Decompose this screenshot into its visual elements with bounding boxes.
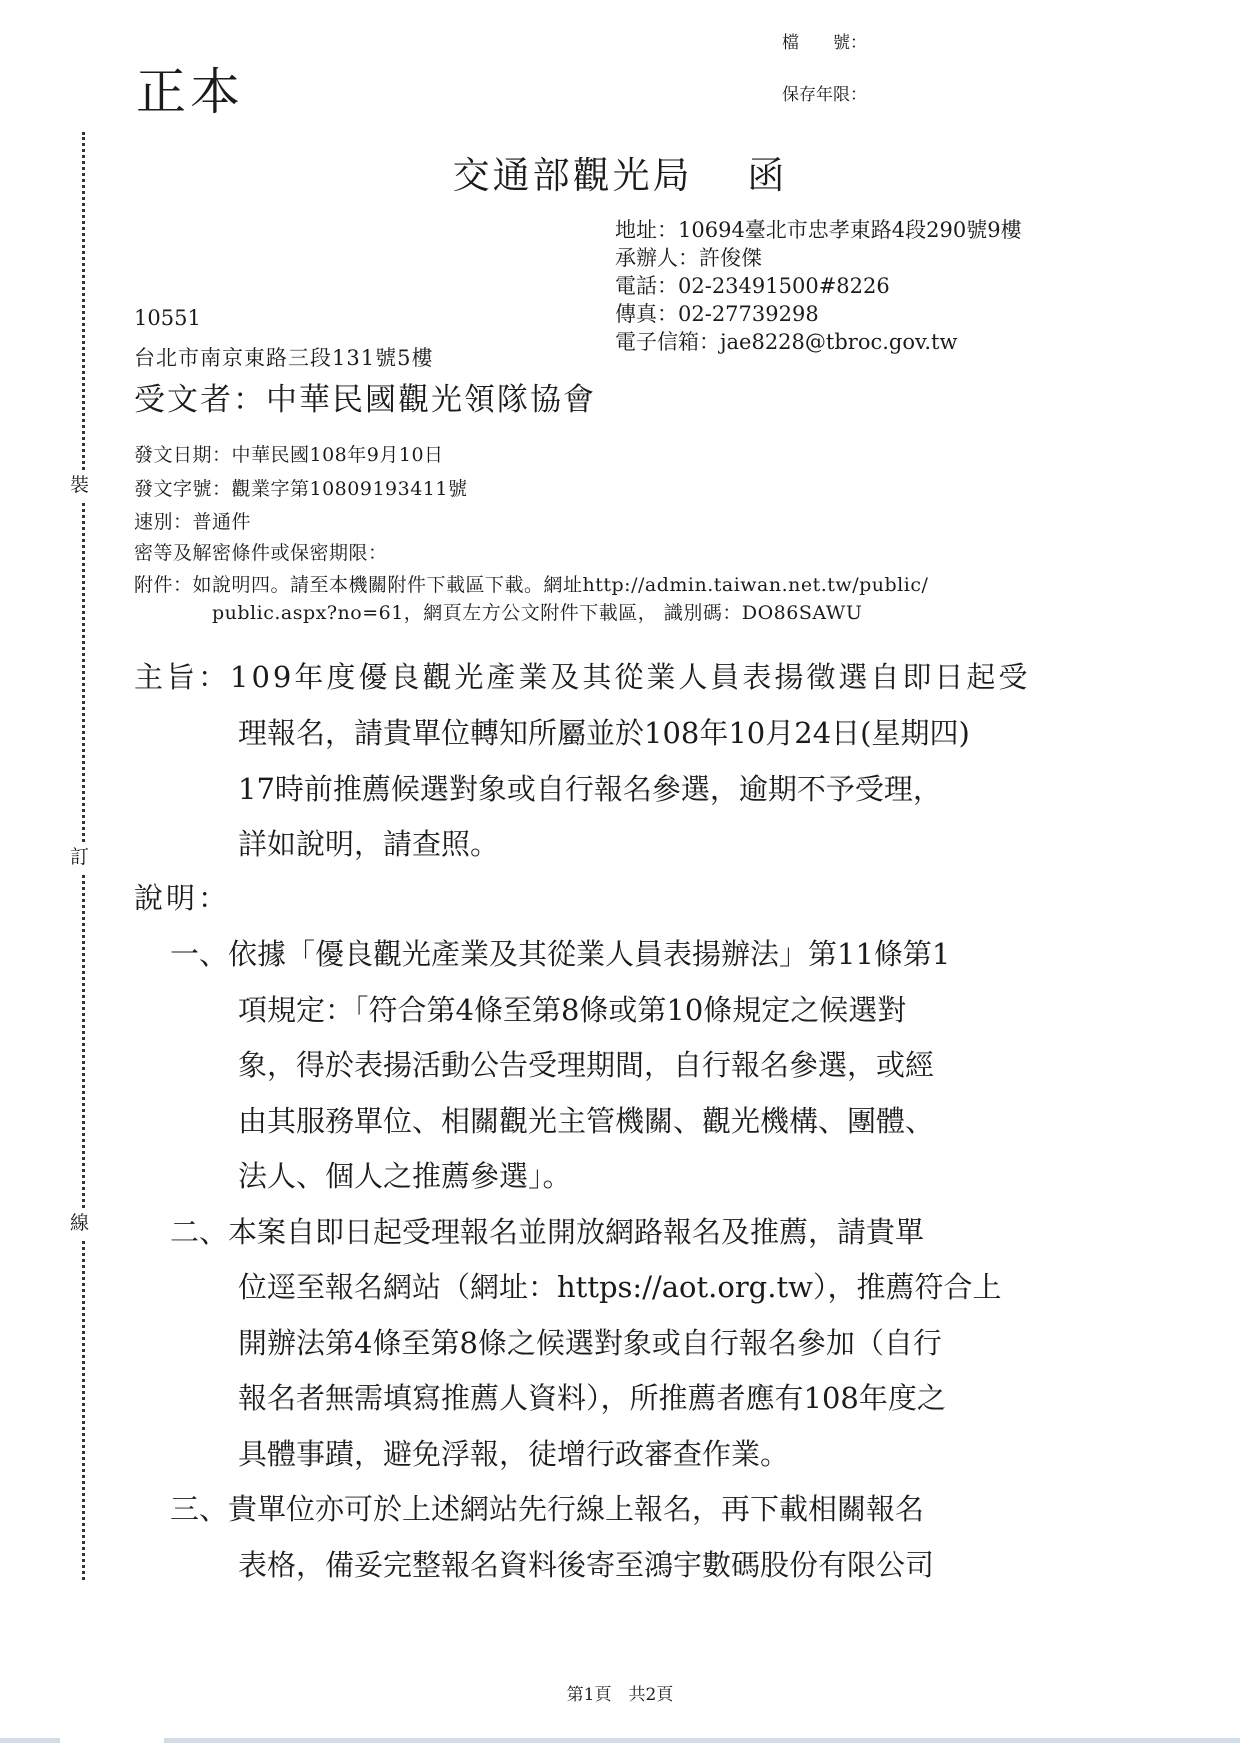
scan-edge-bottom xyxy=(164,1738,1240,1743)
recipient-line: 受文者：中華民國觀光領隊協會 xyxy=(134,382,596,418)
explanation-item-2-line: 具體事蹟，避免浮報，徒增行政審查作業。 xyxy=(238,1437,790,1471)
sender-address: 地址：10694臺北市忠孝東路4段290號9樓 xyxy=(615,218,1022,242)
retention-period-label: 保存年限： xyxy=(782,85,867,105)
document-number: 發文字號：觀業字第10809193411號 xyxy=(134,478,468,500)
attachment-line-2: public.aspx?no=61，網頁左方公文附件下載區， 識別碼：DO86SAWU xyxy=(212,602,863,624)
page-number: 第1頁 共2頁 xyxy=(566,1685,674,1705)
explanation-item-2-line: 開辦法第4條至第8條之候選對象或自行報名參加（自行 xyxy=(238,1326,942,1360)
explanation-item-1-line: 一、依據「優良觀光產業及其從業人員表揚辦法」第11條第1 xyxy=(170,937,951,971)
explanation-item-3-line: 三、貴單位亦可於上述網站先行線上報名，再下載相關報名 xyxy=(170,1492,925,1526)
sender-email: 電子信箱：jae8228@tbroc.gov.tw xyxy=(615,330,958,354)
recipient-postal-code: 10551 xyxy=(134,306,201,330)
binding-mark-xian: 線 xyxy=(70,1208,89,1238)
secrecy-level: 密等及解密條件或保密期限： xyxy=(134,542,388,564)
document-title: 交通部觀光局 函 xyxy=(452,154,788,197)
issue-date: 發文日期：中華民國108年9月10日 xyxy=(134,444,444,466)
explanation-item-2-line: 二、本案自即日起受理報名並開放網路報名及推薦，請貴單 xyxy=(170,1215,925,1249)
copy-mark: 正本 xyxy=(136,63,244,121)
explanation-item-2-line: 位逕至報名網站（網址：https://aot.org.tw），推薦符合上 xyxy=(238,1270,1002,1304)
binding-mark-ding: 訂 xyxy=(70,842,89,872)
binding-mark-zhuang: 裝 xyxy=(70,470,89,500)
explanation-item-2-line: 報名者無需填寫推薦人資料），所推薦者應有108年度之 xyxy=(238,1381,946,1415)
explanation-item-3-line: 表格，備妥完整報名資料後寄至鴻宇數碼股份有限公司 xyxy=(238,1548,935,1582)
explanation-item-1-line: 象，得於表揚活動公告受理期間，自行報名參選，或經 xyxy=(238,1048,935,1082)
explanation-item-1-line: 項規定：「符合第4條至第8條或第10條規定之候選對 xyxy=(238,993,907,1027)
sender-handler: 承辦人：許俊傑 xyxy=(615,246,762,270)
sender-fax: 傳真：02-27739298 xyxy=(615,302,819,326)
explanation-item-1-line: 由其服務單位、相關觀光主管機關、觀光機構、團體、 xyxy=(238,1104,935,1138)
subject-line: 主旨：109年度優良觀光產業及其從業人員表揚徵選自即日起受 xyxy=(134,660,1031,694)
file-number-label: 檔 號： xyxy=(782,33,867,53)
sender-contact-block xyxy=(615,216,1022,356)
recipient-address: 台北市南京東路三段131號5樓 xyxy=(134,346,434,370)
scan-edge-left xyxy=(0,1738,60,1743)
sender-phone: 電話：02-23491500#8226 xyxy=(615,274,890,298)
subject-line: 詳如說明，請查照。 xyxy=(238,827,500,861)
explanation-heading: 說明： xyxy=(134,881,231,915)
subject-line: 17時前推薦候選對象或自行報名參選，逾期不予受理， xyxy=(238,772,942,806)
attachment-line-1: 附件：如說明四。請至本機關附件下載區下載。網址http://admin.taiwan.net.tw/public/ xyxy=(134,574,929,596)
explanation-item-1-line: 法人、個人之推薦參選」。 xyxy=(238,1159,572,1193)
delivery-speed: 速別：普通件 xyxy=(134,511,252,533)
subject-line: 理報名，請貴單位轉知所屬並於108年10月24日(星期四) xyxy=(238,716,970,750)
